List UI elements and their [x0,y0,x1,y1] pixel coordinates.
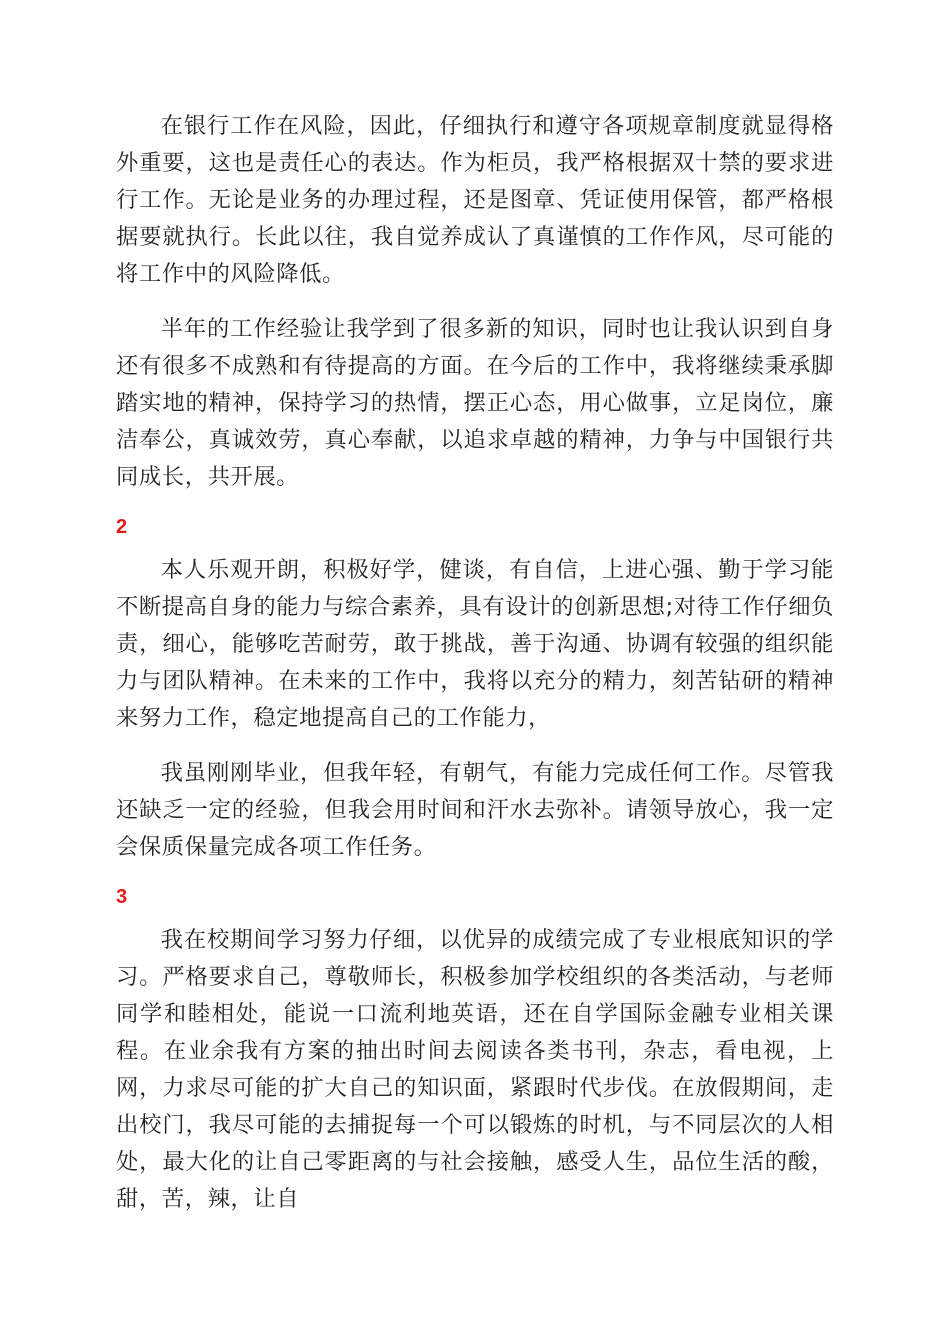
paragraph: 半年的工作经验让我学到了很多新的知识，同时也让我认识到自身还有很多不成熟和有待提高的方面。在今后的工作中，我将继续秉承脚踏实地的精神，保持学习的热情，摆正心态，用心做事，立足岗位，廉洁奉公，真诚效劳，真心奉献，以追求卓越的精神，力争与中国银行共同成长，共开展。 [116,316,834,490]
document-page [116,108,834,1236]
paragraph: 在银行工作在风险，因此，仔细执行和遵守各项规章制度就显得格外重要，这也是责任心的表达。作为柜员，我严格根据双十禁的要求进行工作。无论是业务的办理过程，还是图章、凭证使用保管，都严格根据要就执行。长此以往，我自觉养成认了真谨慎的工作作风，尽可能的将工作中的风险降低。 [116,113,834,287]
section-number: 3 [116,886,128,908]
paragraph: 我虽刚刚毕业，但我年轻，有朝气，有能力完成任何工作。尽管我还缺乏一定的经验，但我会用时间和汗水去弥补。请领导放心，我一定会保质保量完成各项工作任务。 [116,760,834,860]
section-number: 2 [116,516,128,538]
paragraph: 本人乐观开朗，积极好学，健谈，有自信，上进心强、勤于学习能不断提高自身的能力与综合素养，具有设计的创新思想;对待工作仔细负责，细心，能够吃苦耐劳，敢于挑战，善于沟通、协调有较强的组织能力与团队精神。在未来的工作中，我将以充分的精力，刻苦钻研的精神来努力工作，稳定地提高自己的工作能力， [116,557,834,731]
paragraph: 我在校期间学习努力仔细，以优异的成绩完成了专业根底知识的学习。严格要求自己，尊敬师长，积极参加学校组织的各类活动，与老师同学和睦相处，能说一口流利地英语，还在自学国际金融专业相关课程。在业余我有方案的抽出时间去阅读各类书刊，杂志，看电视，上网，力求尽可能的扩大自己的知识面，紧跟时代步伐。在放假期间，走出校门，我尽可能的去捕捉每一个可以锻炼的时机，与不同层次的人相处，最大化的让自己零距离的与社会接触，感受人生，品位生活的酸，甜，苦，辣，让自 [116,927,834,1212]
